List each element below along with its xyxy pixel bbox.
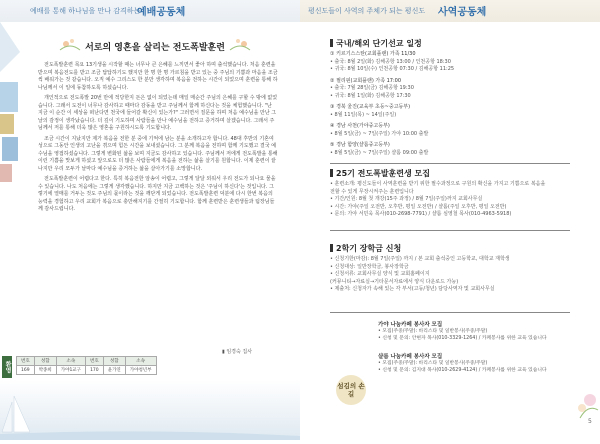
section-line: ③ 경북 울진(교육부 초등~중고등부) bbox=[330, 104, 411, 110]
cafe-line: • 신청 및 문의: 안현자 목사(010-3329-1264) / 카페봉사를 위한 교육 있습니다 bbox=[378, 336, 547, 341]
flower-corner-icon bbox=[560, 360, 600, 420]
sailboat-icon bbox=[0, 380, 300, 440]
left-page bbox=[0, 0, 300, 440]
section-line: ⑤ 경남 함양(샬롬중고등부) bbox=[330, 142, 390, 148]
left-header-title: 예배공동체 bbox=[137, 7, 186, 18]
welcome-cell: 가야1교구 bbox=[56, 366, 85, 375]
divider bbox=[330, 230, 570, 231]
section-line: • 귀국: 8월 10일(수) 인천공항 07:30 / 김해공항 11:25 bbox=[330, 66, 455, 72]
right-header-title: 사역공동체 bbox=[438, 7, 487, 18]
section-line: • 기간/인원: 8월 첫 개강(15주 과정) / 8월 7일(주일)까지 교회사무실 bbox=[330, 196, 483, 202]
stained-glass-decoration-icon bbox=[0, 22, 30, 262]
section-line: • 문의: 가야 서민욱 목사(010-2698-7791) / 샬롬 심영철 목사(010-4963-5918) bbox=[330, 211, 512, 217]
welcome-header-cell: 소속 bbox=[56, 357, 85, 366]
section-line: • 8월 5일(금) ~ 7일(주일) 샬롬 09:00 출발 bbox=[330, 149, 429, 156]
section-bar-icon bbox=[330, 169, 333, 177]
section-line: • 출국: 8월 2일(화) 김해공항 13:00 / 인천공항 18:30 bbox=[330, 58, 451, 65]
page-number: 5 bbox=[588, 418, 592, 425]
welcome-header-cell: 성함 bbox=[103, 357, 125, 366]
section-lines bbox=[330, 256, 510, 294]
welcome-cell: 박종희 bbox=[34, 366, 56, 375]
section-line: • 훈련소개: 평신도들이 사역훈련을 받기 위한 필수과정으로 구원의 확신을 가지고 기쁨으로 복음을 bbox=[330, 181, 546, 187]
section-scholarship bbox=[330, 243, 510, 294]
section-line: ① 키르기스스탄(교회플랜) 가족 11/30 bbox=[330, 51, 416, 57]
welcome-cell: 170 bbox=[86, 366, 104, 375]
section-line: ④ 경남 사천(가야중고등부) bbox=[330, 123, 390, 129]
section-title-text: 국내/해외 단기선교 일정 bbox=[336, 39, 422, 48]
welcome-header-cell: 번호 bbox=[17, 357, 35, 366]
welcome-cell: 윤가연 bbox=[103, 366, 125, 375]
section-title-text: 25기 전도폭발훈련생 모집 bbox=[336, 169, 430, 178]
article-paragraph: 조금 시간이 지났지만 제가 복음을 전한 분 중에 기억에 남는 분을 소개하고자 합니다. 48대 후반의 기혼여성으로 그동안 인생의 고난을 겪으며 힘든 시간을 보내셨습니다. 그 분께 복음을 전하며 함께 기도했고 결국 예수님을 영접하셨습니다. 그렇게 변화된 삶을 보며 지금도 감사하고 있습니다. 주님께서 저에게 전도폭발을 통해 이런 기쁨을 맛보게 하셨고 앞으로도 더 많은 사람들에게 복음을 전하는 삶을 살기를 원합니다. 이제 훈련이 끝나지만 우리 모두가 날마다 예수님을 증거하는 삶을 살아가기를 소망합니다. bbox=[38, 135, 278, 172]
divider bbox=[330, 312, 570, 313]
section-evangelism-training bbox=[330, 168, 545, 219]
welcome-label: 환영 bbox=[2, 356, 12, 378]
welcome-section bbox=[0, 356, 300, 378]
left-header bbox=[0, 0, 300, 22]
service-hands-badge: 섬김의 손길 bbox=[336, 375, 366, 405]
welcome-cell: 가야청년부 bbox=[125, 366, 156, 375]
divider bbox=[330, 163, 570, 164]
section-line: (커뮤니티→자료실→기타문서자료에서 양식 다운로드 가능) bbox=[330, 278, 459, 285]
right-header bbox=[300, 0, 600, 22]
left-header-subtitle: 예배를 통해 하나님을 만나 감격하는 bbox=[30, 7, 141, 15]
welcome-header-cell: 번호 bbox=[86, 357, 104, 366]
right-header-subtitle: 평신도들이 사역의 주체가 되는 평신도 bbox=[308, 7, 426, 15]
article-title: 서로의 영혼을 살리는 전도폭발훈련 bbox=[85, 43, 225, 53]
section-title bbox=[330, 168, 545, 179]
section-title-text: 2학기 장학금 신청 bbox=[336, 244, 402, 253]
article-paragraph: 개인적으로 전도폭발 20번 만에 적당한지 돈은 없이 되었는데 매일 매순간 주님의 은혜를 구할 수 밖에 없었습니다. 그래서 도전이 너무나 감사하고 때마다 감동을 받고 주님께서 함께 하신다는 것을 체험했습니다. "난 지금 이 순간 이 세상을 떠난다면 천국에 들어갈 확신이 있는가?" 그러면서 질문을 하며 처음 예수님을 만난 그날의 감정이 생각났습니다. 더 깊이 기도하며 사람들을 만나 예수님을 전하고 증거하며 살겠습니다. 그래서 주님께서 저를 통해 더욱 많은 영혼을 구원하시도록 기도합니다. bbox=[38, 95, 278, 131]
welcome-table-header bbox=[17, 357, 157, 366]
section-title bbox=[330, 243, 510, 254]
section-line: • 8월 5일(금) ~ 7일(주일) 가야 10:00 출발 bbox=[330, 130, 429, 137]
section-line: ② 필리핀(교회플랜) 가족 17:00 bbox=[330, 77, 402, 84]
cafe-title: 가야 나눔카페 봉사자 모집 bbox=[378, 322, 443, 328]
section-lines bbox=[330, 51, 454, 157]
cafe-line: • 모집(주중/주말): 바리스타 및 일반봉사(주중/주말) bbox=[378, 329, 488, 334]
section-mission-schedule bbox=[330, 38, 454, 157]
section-line: • 제출처: 신청자가 속해 있는 각 부서(고등/청년) 담당사역자 및 교회사무실 bbox=[330, 286, 495, 292]
cafe-line: • 신청 및 문의: 김지대 목사(010-2629-4124) / 카페봉사를 위한 교육 있습니다 bbox=[378, 368, 547, 373]
welcome-table bbox=[16, 356, 157, 375]
section-line: • 8월 11일(목) ~ 14일(주일) bbox=[330, 111, 397, 118]
section-line: • 신청서류: 교회사무실 양식 및 교회홈페이지 bbox=[330, 271, 430, 277]
section-bar-icon bbox=[330, 39, 333, 47]
cafe-shalom bbox=[378, 352, 578, 374]
section-line: • 시간: 가야(주일 오전반, 오후반, 평일 오전반) / 샬롬(주일 오후반, 평일 오전반) bbox=[330, 203, 507, 210]
welcome-header-cell: 소속 bbox=[125, 357, 156, 366]
cafe-gaya bbox=[378, 320, 578, 342]
section-title bbox=[330, 38, 454, 49]
cafe-line: • 모집(주중/주말): 바리스타 및 일반봉사(주중/주말) bbox=[378, 361, 488, 366]
welcome-header-cell: 성함 bbox=[34, 357, 56, 366]
section-line: • 신청대상: 일반장학금, 봉사장학금 bbox=[330, 263, 409, 270]
welcome-cell: 169 bbox=[17, 366, 35, 375]
section-line: • 출국: 7월 28일(금) 김해공항 19:30 bbox=[330, 85, 414, 91]
section-lines bbox=[330, 181, 545, 219]
article-paragraph: 전도폭발훈련 목요 13기생을 시작할 때는 너무나 큰 은혜를 느끼면서 좋아 하며 출석했습니다. 처음 훈련을 받으며 복음전도를 받고 조금 답답하기도 했지만 한 명 한 명 가르침을 받고 있는 중 주님의 기쁨과 마음을 조금씩 배워가는 것 같습니다. 오직 예수 그리스도 한 분만 생각하며 복음을 전하는 시간이 되었으며 훈련을 통해 하나님께서 이 일에 동참하도록 하셨습니다. bbox=[38, 62, 278, 91]
section-line: • 귀국: 8월 1일(화) 김해공항 17:30 bbox=[330, 92, 411, 99]
section-line: • 신청기한(마감): 8월 7일(주일) 까지 / 본 교회 출석중인 고등학교, 대학교 재학생 bbox=[330, 256, 510, 262]
cafe-title: 샬롬 나눔카페 봉사자 모집 bbox=[378, 354, 443, 360]
section-line: 전할 수 있게 무장시켜주는 훈련입니다 bbox=[330, 188, 414, 195]
welcome-table-row bbox=[17, 366, 157, 375]
section-bar-icon bbox=[330, 244, 333, 252]
article-author: ▮ 임경숙 집사 bbox=[222, 349, 253, 355]
article-body bbox=[38, 62, 278, 217]
article-paragraph: 전도폭발훈련이 어렵다고 한다. 특히 복음전한 암송이 어렵고, 그렇게 달달 외워서 우리 전도가 되나요 물을 수 있습니다. 나도 처음에는 그렇게 생각했습니다. 하지만 지금 고백하는 것은 '주님이 하신다'는 것입니다. 그렇기에 열매를 거두는 것도 주님의 몫이라는 것을 깨닫게 되었습니다. 전도폭발훈련 덕분에 다시 한번 복음의 능력을 경험하고 우리 교회가 복음으로 충만해지기를 간절히 기도합니다. 함께 훈련받은 훈련생들과 팀장님들께 감사드립니다. bbox=[38, 176, 276, 212]
sailboat-illustration bbox=[0, 380, 300, 440]
